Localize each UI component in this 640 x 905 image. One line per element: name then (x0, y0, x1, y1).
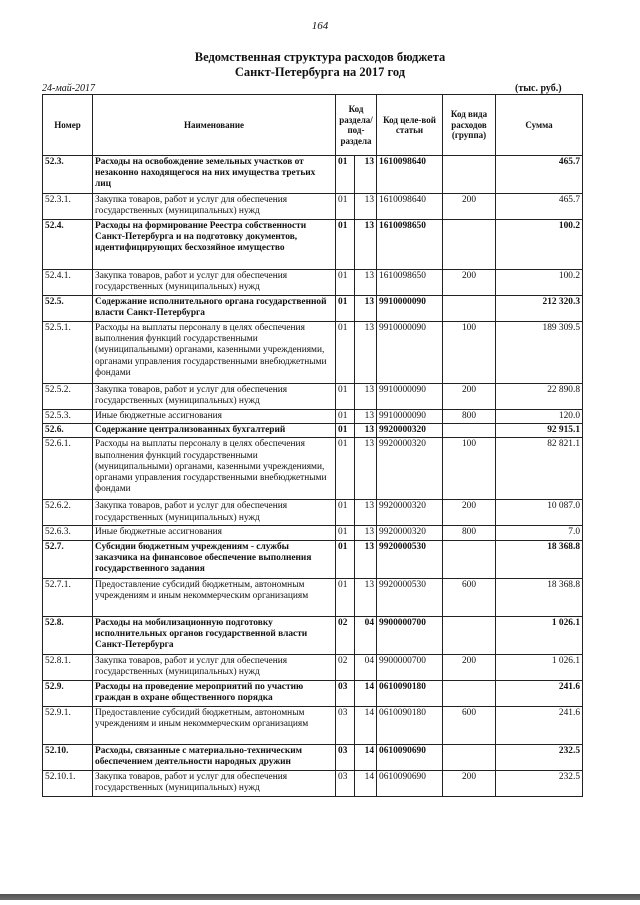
row-name: Закупка товаров, работ и услуг для обеспечения государственных (муниципальных) нужд (93, 270, 336, 296)
row-section: 01 (336, 322, 355, 384)
row-name: Расходы на освобождение земельных участков от незаконно находящегося на них имущества третьих лиц (93, 156, 336, 194)
document-date: 24-май-2017 (42, 83, 96, 94)
row-kind-code (443, 220, 496, 270)
row-kind-code: 100 (443, 322, 496, 384)
row-kind-code: 200 (443, 654, 496, 680)
row-section: 01 (336, 438, 355, 500)
row-subsection: 14 (355, 680, 377, 706)
row-section: 01 (336, 578, 355, 616)
title-line-2: Санкт-Петербурга на 2017 год (234, 65, 406, 79)
row-number: 52.6.1. (43, 438, 93, 500)
row-sum: 241.6 (496, 706, 583, 744)
row-sum: 82 821.1 (496, 438, 583, 500)
document-title (0, 50, 640, 80)
row-section: 01 (336, 540, 355, 578)
table-header-row (43, 95, 583, 156)
row-section: 03 (336, 680, 355, 706)
row-number: 52.5.1. (43, 322, 93, 384)
header-target: Код целе-вой статьи (377, 95, 443, 156)
row-subsection: 04 (355, 654, 377, 680)
row-name: Расходы на выплаты персоналу в целях обеспечения выполнения функций государственными (муниципальными) органами, казенными учреждениями, органами управления государственными внебюджетными фондами (93, 322, 336, 384)
row-section: 01 (336, 270, 355, 296)
table-row (43, 540, 583, 578)
row-kind-code: 200 (443, 270, 496, 296)
row-sum: 100.2 (496, 220, 583, 270)
row-number: 52.10.1. (43, 770, 93, 796)
header-sum: Сумма (496, 95, 583, 156)
row-name: Закупка товаров, работ и услуг для обеспечения государственных (муниципальных) нужд (93, 770, 336, 796)
table-row (43, 410, 583, 424)
row-sum: 189 309.5 (496, 322, 583, 384)
table-row (43, 156, 583, 194)
row-number: 52.5.2. (43, 384, 93, 410)
row-name: Расходы на проведение мероприятий по участию граждан в охране общественного порядка (93, 680, 336, 706)
row-kind-code (443, 616, 496, 654)
title-line-1: Ведомственная структура расходов бюджета (194, 50, 446, 64)
row-section: 01 (336, 424, 355, 438)
row-name: Закупка товаров, работ и услуг для обеспечения государственных (муниципальных) нужд (93, 500, 336, 526)
table-row (43, 578, 583, 616)
row-target-code: 1610098640 (377, 194, 443, 220)
row-number: 52.8.1. (43, 654, 93, 680)
table-row (43, 220, 583, 270)
row-target-code: 1610098640 (377, 156, 443, 194)
row-subsection: 13 (355, 526, 377, 540)
row-number: 52.9. (43, 680, 93, 706)
row-target-code: 9910000090 (377, 384, 443, 410)
row-sum: 92 915.1 (496, 424, 583, 438)
row-target-code: 1610098650 (377, 270, 443, 296)
row-kind-code: 600 (443, 578, 496, 616)
row-kind-code: 200 (443, 770, 496, 796)
table-row (43, 384, 583, 410)
row-target-code: 9910000090 (377, 410, 443, 424)
row-kind-code: 200 (443, 500, 496, 526)
row-target-code: 9910000090 (377, 296, 443, 322)
row-sum: 100.2 (496, 270, 583, 296)
row-name: Расходы, связанные с материально-техническим обеспечением деятельности народных дружин (93, 744, 336, 770)
row-sum: 10 087.0 (496, 500, 583, 526)
table-row (43, 744, 583, 770)
row-section: 02 (336, 616, 355, 654)
units-label: (тыс. руб.) (515, 83, 562, 94)
row-target-code: 9920000530 (377, 578, 443, 616)
row-sum: 120.0 (496, 410, 583, 424)
row-sum: 18 368.8 (496, 540, 583, 578)
row-sum: 1 026.1 (496, 616, 583, 654)
row-name: Содержание централизованных бухгалтерий (93, 424, 336, 438)
row-subsection: 13 (355, 270, 377, 296)
row-target-code: 9920000320 (377, 526, 443, 540)
page-number: 164 (311, 20, 329, 32)
row-name: Расходы на формирование Реестра собственности Санкт-Петербурга и на подготовку документов, идентифицирующих бесхозяйное имущество (93, 220, 336, 270)
row-number: 52.4. (43, 220, 93, 270)
row-name: Иные бюджетные ассигнования (93, 526, 336, 540)
row-section: 01 (336, 220, 355, 270)
row-number: 52.5.3. (43, 410, 93, 424)
budget-table (42, 94, 583, 797)
row-number: 52.8. (43, 616, 93, 654)
scan-bottom-edge (0, 894, 640, 900)
row-target-code: 1610098650 (377, 220, 443, 270)
row-sum: 465.7 (496, 194, 583, 220)
row-section: 03 (336, 744, 355, 770)
table-row (43, 654, 583, 680)
header-number: Номер (43, 95, 93, 156)
row-name: Субсидии бюджетным учреждениям - службы заказчика на финансовое обеспечение выполнения государственного задания (93, 540, 336, 578)
row-target-code: 9920000320 (377, 424, 443, 438)
row-subsection: 13 (355, 540, 377, 578)
table-row (43, 680, 583, 706)
row-section: 02 (336, 654, 355, 680)
table-row (43, 296, 583, 322)
header-name: Наименование (93, 95, 336, 156)
row-kind-code: 200 (443, 384, 496, 410)
table-row (43, 706, 583, 744)
row-subsection: 13 (355, 220, 377, 270)
row-target-code: 0610090690 (377, 744, 443, 770)
row-section: 01 (336, 296, 355, 322)
row-kind-code (443, 680, 496, 706)
row-sum: 232.5 (496, 770, 583, 796)
row-target-code: 9920000320 (377, 500, 443, 526)
row-subsection: 14 (355, 770, 377, 796)
table-row (43, 322, 583, 384)
row-kind-code (443, 540, 496, 578)
table-row (43, 424, 583, 438)
row-target-code: 9900000700 (377, 616, 443, 654)
row-number: 52.6.3. (43, 526, 93, 540)
row-number: 52.7. (43, 540, 93, 578)
row-kind-code (443, 424, 496, 438)
row-kind-code (443, 156, 496, 194)
row-number: 52.6. (43, 424, 93, 438)
row-subsection: 13 (355, 438, 377, 500)
row-section: 01 (336, 156, 355, 194)
row-number: 52.10. (43, 744, 93, 770)
row-subsection: 13 (355, 384, 377, 410)
header-section: Код раздела/ под-раздела (336, 95, 377, 156)
row-kind-code: 800 (443, 410, 496, 424)
row-section: 03 (336, 706, 355, 744)
row-name: Расходы на выплаты персоналу в целях обеспечения выполнения функций государственными (муниципальными) органами, казенными учреждениями, органами управления государственными внебюджетными фондами (93, 438, 336, 500)
row-target-code: 0610090690 (377, 770, 443, 796)
table-row (43, 616, 583, 654)
row-number: 52.4.1. (43, 270, 93, 296)
row-sum: 7.0 (496, 526, 583, 540)
row-target-code: 9920000320 (377, 438, 443, 500)
row-kind-code: 600 (443, 706, 496, 744)
row-sum: 465.7 (496, 156, 583, 194)
row-kind-code (443, 296, 496, 322)
row-kind-code: 100 (443, 438, 496, 500)
row-sum: 22 890.8 (496, 384, 583, 410)
row-section: 01 (336, 500, 355, 526)
header-kind: Код вида расходов (группа) (443, 95, 496, 156)
row-kind-code: 800 (443, 526, 496, 540)
table-row (43, 500, 583, 526)
row-section: 01 (336, 410, 355, 424)
row-name: Предоставление субсидий бюджетным, автономным учреждениям и иным некоммерческим организациям (93, 706, 336, 744)
table-row (43, 770, 583, 796)
row-target-code: 9900000700 (377, 654, 443, 680)
row-sum: 241.6 (496, 680, 583, 706)
row-number: 52.5. (43, 296, 93, 322)
row-name: Расходы на мобилизационную подготовку исполнительных органов государственной власти Санкт-Петербурга (93, 616, 336, 654)
row-name: Содержание исполнительного органа государственной власти Санкт-Петербурга (93, 296, 336, 322)
row-subsection: 13 (355, 578, 377, 616)
row-number: 52.7.1. (43, 578, 93, 616)
table-row (43, 270, 583, 296)
row-name: Закупка товаров, работ и услуг для обеспечения государственных (муниципальных) нужд (93, 384, 336, 410)
row-subsection: 04 (355, 616, 377, 654)
row-subsection: 13 (355, 424, 377, 438)
row-section: 01 (336, 526, 355, 540)
row-section: 01 (336, 384, 355, 410)
table-body (43, 156, 583, 797)
row-subsection: 14 (355, 706, 377, 744)
row-name: Иные бюджетные ассигнования (93, 410, 336, 424)
row-name: Закупка товаров, работ и услуг для обеспечения государственных (муниципальных) нужд (93, 654, 336, 680)
row-section: 03 (336, 770, 355, 796)
row-section: 01 (336, 194, 355, 220)
row-subsection: 13 (355, 194, 377, 220)
row-sum: 1 026.1 (496, 654, 583, 680)
row-sum: 18 368.8 (496, 578, 583, 616)
row-kind-code: 200 (443, 194, 496, 220)
table-row (43, 194, 583, 220)
row-target-code: 0610090180 (377, 706, 443, 744)
row-name: Предоставление субсидий бюджетным, автономным учреждениям и иным некоммерческим организациям (93, 578, 336, 616)
row-number: 52.3. (43, 156, 93, 194)
row-subsection: 13 (355, 500, 377, 526)
row-target-code: 0610090180 (377, 680, 443, 706)
row-number: 52.6.2. (43, 500, 93, 526)
row-name: Закупка товаров, работ и услуг для обеспечения государственных (муниципальных) нужд (93, 194, 336, 220)
row-sum: 232.5 (496, 744, 583, 770)
row-number: 52.9.1. (43, 706, 93, 744)
row-subsection: 13 (355, 296, 377, 322)
row-sum: 212 320.3 (496, 296, 583, 322)
row-subsection: 14 (355, 744, 377, 770)
row-subsection: 13 (355, 322, 377, 384)
row-subsection: 13 (355, 410, 377, 424)
row-number: 52.3.1. (43, 194, 93, 220)
row-target-code: 9910000090 (377, 322, 443, 384)
row-target-code: 9920000530 (377, 540, 443, 578)
row-kind-code (443, 744, 496, 770)
row-subsection: 13 (355, 156, 377, 194)
table-row (43, 526, 583, 540)
table-row (43, 438, 583, 500)
